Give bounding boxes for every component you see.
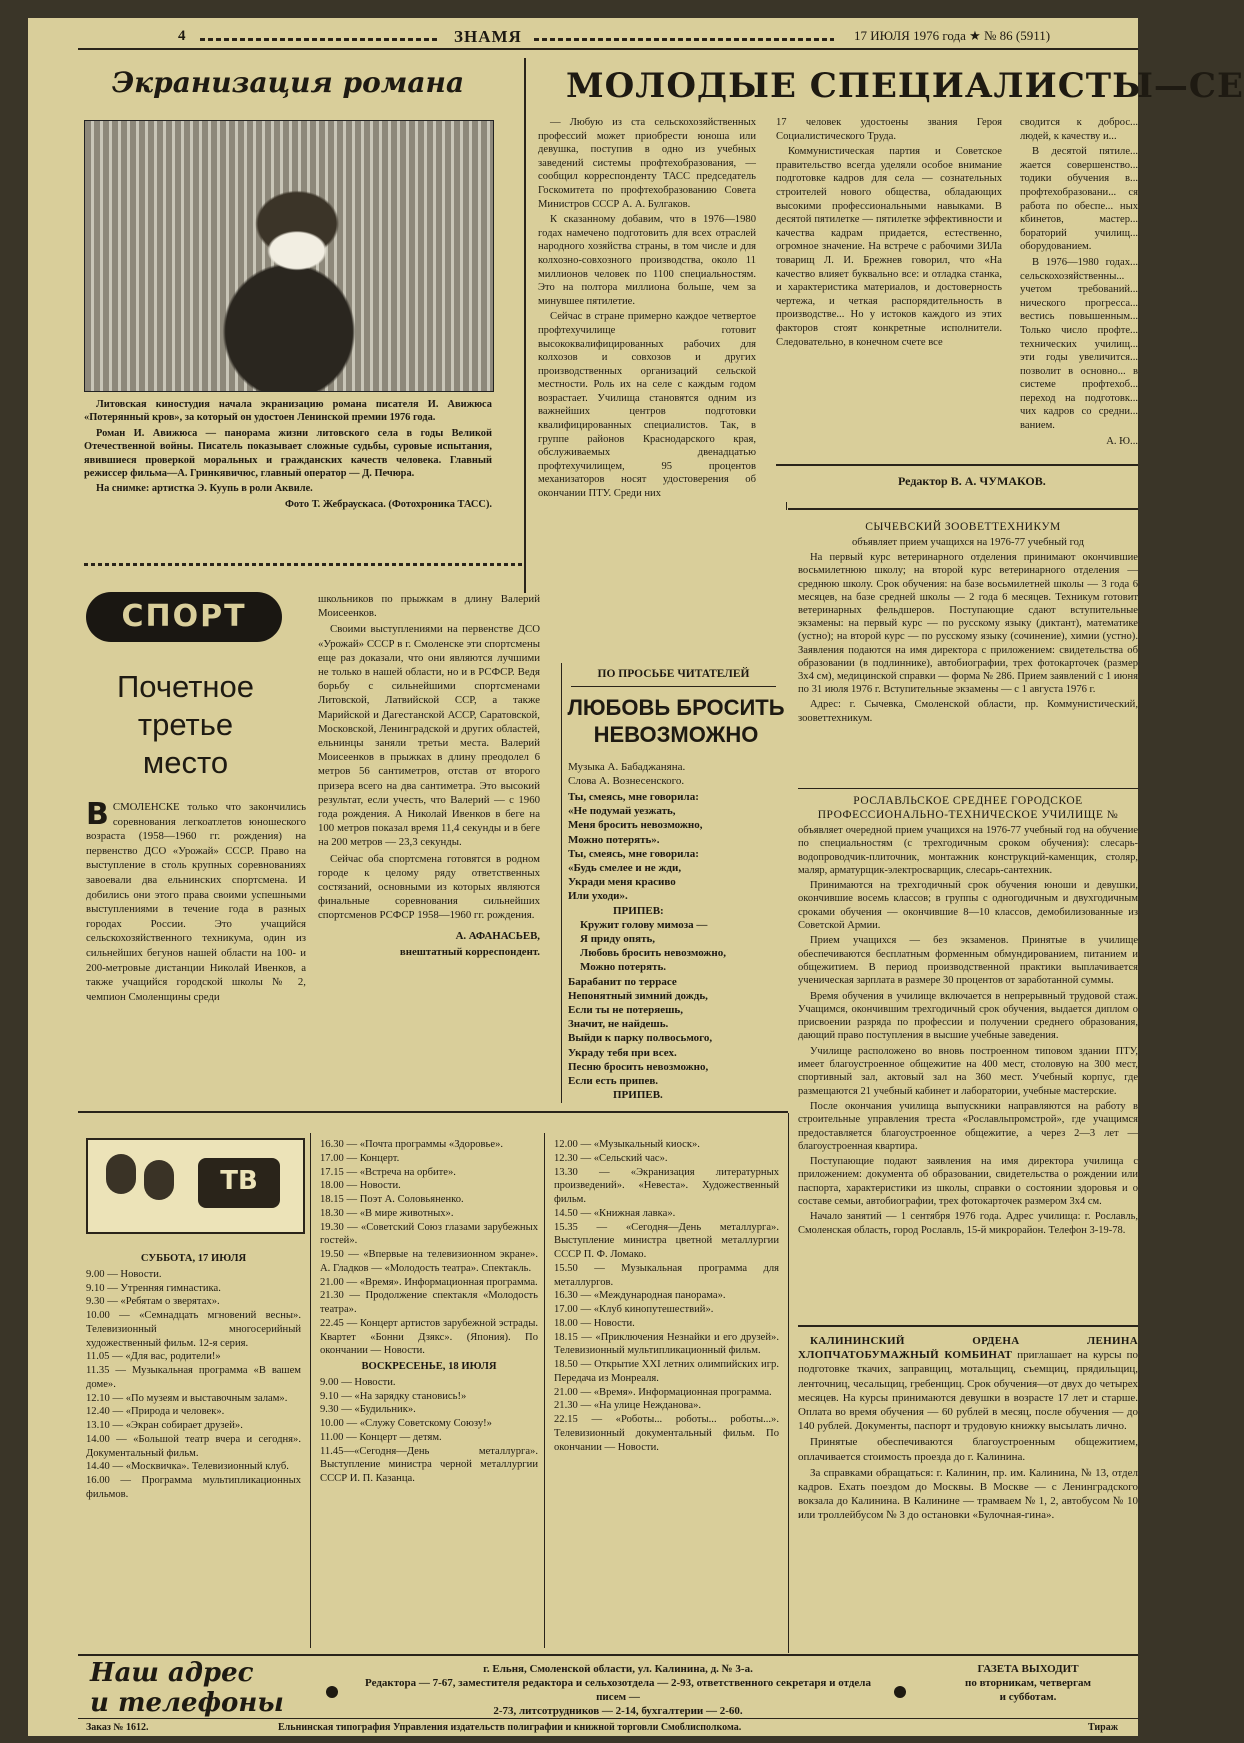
sport-text-2: школьников по прыжкам в длину Валерий Моисеенков. bbox=[318, 593, 540, 620]
tv-program-item: 9.00 — Новости. bbox=[86, 1268, 162, 1280]
film-photo-credit: Фото Т. Жебраускаса. (Фотохроника ТАСС). bbox=[284, 498, 492, 510]
film-bottom-rule bbox=[84, 563, 524, 566]
song-lyrics bbox=[568, 790, 783, 1102]
ad3-body bbox=[798, 1334, 1138, 1525]
masthead-rule-right bbox=[534, 38, 834, 41]
film-caption-p2: Роман И. Авижюса — панорама жизни литовского села в годы Великой Отечественной войны. Писатель показывает сложные судьбы, суровые испытания, явившиеся проверкой моральных и гражданских качеств человека. Главный режиссер фильма—А. Гринкявичюс, главный оператор — Д. Печюра. bbox=[84, 427, 492, 480]
ad1-text: На первый курс ветеринарного отделения принимают окончившие восьмилетнюю школу; на второй курс ветеринарного отделения — среднюю школу. Срок обучения: на базе восьмилетней школы — 3 года 6 месяцев, на базе средней школы — 2 года 6 месяцев. Техникум готовит ветеринарных фельдшеров. Поступающие сдают вступительные экзамены: на первый курс — по русскому языку (диктант), математике (устно); на второй курс — по русскому языку (сочинение), химии (устно). Заявления подаются на имя директора с приложением: свидетельства об образовании (в подлиннике), автобиографии, трех фотокарточек (размер 3х4 см), медицинской справки — форма № 286. Прием заявлений с 1 июня по 31 июля 1976 г. Вступительные экзамены — с 1 августа 1976 г. bbox=[798, 552, 1138, 696]
tv-program-item: 11.45—«Сегодня—День металлурга». Выступление министра черной металлургии СССР И. П. Казанца. bbox=[320, 1445, 538, 1484]
tv-col-2 bbox=[320, 1138, 538, 1486]
specialists-col1 bbox=[538, 116, 756, 503]
tv-screen-icon: ТВ bbox=[198, 1158, 280, 1208]
specialists-p1: — Любую из ста сельскохозяйственных профессий может приобрести юноша или девушка, поступив в одно из учебных заведений системы профтехобразования, — сообщил корреспонденту ТАСС председатель Госкомитета по профтехобразованию Совета Министров СССР А. А. Булгаков. bbox=[538, 117, 756, 210]
order-number: Заказ № 1612. bbox=[86, 1722, 149, 1733]
song-line: Барабанит по террасе bbox=[568, 975, 677, 988]
tv-program-item: 22.15 — «Роботы... роботы... роботы...». Телевизионный документальный фильм. По окончании — Новости. bbox=[554, 1414, 779, 1453]
specialists-col3 bbox=[1020, 116, 1138, 461]
ad2-text: После окончания училища выпускники направляются на работу в строительные управления треста «Рославльпромстрой», где учащимся предоставляется благоустроенное общежитие, а через 2—3 лет — благоустроенная квартира. bbox=[798, 1100, 1138, 1152]
song-line: «Будь смелее и не жди, bbox=[568, 862, 682, 875]
ad3-text: За справками обращаться: г. Калинин, пр. им. Калинина, № 13, отдел кадров. Ехать поездом до Москвы. В Москве — с Ленинградского вокзала до Калинина. В Калинине — трамваем № 1, 2, автобусом № 10 или троллейбусом № 3 до остановки «Булочная-гина». bbox=[798, 1466, 1138, 1522]
footer-address: г. Ельня, Смоленской области, ул. Калинина, д. № 3-а. Редактора — 7-67, заместителя редактора и сельхозотдела — 2-93, ответственного секретаря и отдела писем — 2-73, литсотрудников — 2-14, бухгалтерии — 2-60. bbox=[365, 1663, 871, 1717]
song-line: Можно потерять. bbox=[580, 961, 667, 974]
specialists-p4: 17 человек удостоены звания Героя Социалистического Труда. bbox=[776, 117, 1002, 142]
sport-author: А. АФАНАСЬЕВ, bbox=[455, 929, 540, 942]
song-line: Песню бросить невозможно, bbox=[568, 1060, 709, 1073]
tv-divider-3 bbox=[788, 1113, 789, 1653]
song-left-rule bbox=[561, 663, 562, 1103]
masthead-underline bbox=[78, 48, 1138, 50]
song-line: Непонятный зимний дождь, bbox=[568, 989, 708, 1002]
tv-day-heading: ВОСКРЕСЕНЬЕ, 18 ИЮЛЯ bbox=[361, 1361, 497, 1372]
bullet-icon bbox=[326, 1686, 338, 1698]
ad2-top-rule bbox=[798, 788, 1138, 789]
footer-bottom-rule bbox=[78, 1718, 1138, 1719]
song-line: Ты, смеясь, мне говорила: bbox=[568, 791, 699, 803]
issue-date: 17 ИЮЛЯ 1976 года ★ № 86 (5911) bbox=[854, 28, 1051, 43]
footer-title: Наш адрес и телефоны bbox=[90, 1658, 284, 1718]
tv-program-item: 15.50 — Музыкальная программа для металлургов. bbox=[554, 1262, 779, 1288]
tv-program-item: 19.30 — «Советский Союз глазами зарубежных гостей». bbox=[320, 1221, 538, 1247]
editor-rule bbox=[776, 464, 1138, 466]
tv-program-item: 18.50 — Открытие XXI летних олимпийских игр. Передача из Монреаля. bbox=[554, 1359, 779, 1384]
film-title: Экранизация романа bbox=[111, 66, 465, 99]
specialists-p5: Коммунистическая партия и Советское правительство всегда уделяли особое внимание подготовке кадров для села — сознательных строителей нового общества, обладающих высокими профессиональными навыками. В десятой пятилетке — пятилетке эффективности и качества кадрам придается, естественно, огромное значение. На встрече с рабочими ЗИЛа товарищ Л. И. Брежнев говорил, что «На качество влияет буквально все: и отладка станка, и характеристика материалов, и достоверность чертежа, и четкая распорядительность в производстве... Но у истоков каждого из этих факторов стоят конкретные исполнители. Следовательно, в конечном счете все bbox=[776, 146, 1002, 348]
specialists-p6: сводится к доброс... людей, к качеству и... bbox=[1020, 117, 1138, 142]
ad3-text: Принятые обеспечиваются благоустроенным общежитием, оплачивается стоимость проезда до г. Калинина. bbox=[798, 1436, 1138, 1463]
circulation: Тираж bbox=[1088, 1722, 1118, 1733]
sport-logo: СПОРТ bbox=[86, 592, 282, 642]
specialists-col2 bbox=[776, 116, 1002, 351]
ad2-text: Прием учащихся — без экзаменов. Принятые в училище обеспечиваются бесплатным форменным обмундированием, питанием и общежитием. В период производственной практики выплачивается ученическая зарплата в размере 30 процентов от заработанной суммы. bbox=[798, 935, 1138, 987]
film-caption-p3: На снимке: артистка Э. Куупь в роли Аквиле. bbox=[96, 483, 313, 495]
tv-program-item: 18.30 — «В мире животных». bbox=[320, 1207, 454, 1219]
tv-program-item: 18.00 — Новости. bbox=[554, 1317, 635, 1329]
song-line: Любовь бросить невозможно, bbox=[580, 947, 726, 960]
ad2-body bbox=[798, 824, 1138, 1239]
specialists-p8: В 1976—1980 годах... сельскохозяйственны... учетом требований... нического прогресса... вестись повышенным... Только число профте... технических училищ... эти годы увеличится... позволит в основно... в системе профтехоб... переход на подготовк... чих кадров со средни... ванием. bbox=[1020, 256, 1138, 432]
tv-program-item: 13.10 — «Экран собирает друзей». bbox=[86, 1420, 243, 1431]
tv-program-item: 14.50 — «Книжная лавка». bbox=[554, 1207, 676, 1219]
tv-program-item: 14.00 — «Большой театр вчера и сегодня». Документальный фильм. bbox=[86, 1433, 301, 1459]
song-line: Меня бросить невозможно, bbox=[568, 819, 703, 832]
tv-program-item: 17.15 — «Встреча на орбите». bbox=[320, 1166, 456, 1178]
tv-program-item: 9.30 — «Будильник». bbox=[320, 1404, 416, 1416]
footer-schedule: ГАЗЕТА ВЫХОДИТ по вторникам, четвергам и субботам. bbox=[965, 1663, 1091, 1703]
tv-col-sunday bbox=[554, 1138, 779, 1454]
song-line: Значит, не найдешь. bbox=[568, 1018, 669, 1031]
tv-program-item: 9.30 — «Ребятам о зверятах». bbox=[86, 1296, 220, 1308]
paper-name: ЗНАМЯ bbox=[454, 27, 522, 46]
newspaper-page bbox=[28, 18, 1244, 1736]
ad1-title: СЫЧЕВСКИЙ ЗООВЕТТЕХНИКУМ bbox=[865, 521, 1061, 533]
tv-program-item: 21.30 — Продолжение спектакля «Молодость театра». bbox=[320, 1290, 538, 1315]
sport-text-3: Своими выступлениями на первенстве ДСО «Урожай» СССР в г. Смоленске эти спортсмены еще раз доказали, что они являются лучшими не только в нашей области, но и в РСФСР. Ведя борьбу с сильнейшими спортсменами Литовской, Латвийской ССР, а также Марийской и Дагестанской АССР, Саратовской, Московской, Ленинградской и других областей, ельнинцы заняли третьи места. Валерий Моисеенков в прыжках в длину преодолел 6 метров 56 сантиметров, отстав от второго призера всего на два сантиметра. Это высокий результат, если учесть, что Валерий — с 1960 года рождения. А Николай Ивенков в беге на 100 метров показал время 11,4 секунды и в беге на 200 метров — 23,3 секунды. bbox=[318, 623, 540, 849]
ad3-lead: КАЛИНИНСКИЙ ОРДЕНА ЛЕНИНА ХЛОПЧАТОБУМАЖНЫЙ КОМБИНАТ bbox=[798, 1335, 1138, 1362]
viewer-icon bbox=[144, 1160, 174, 1200]
ad2-text: Училище расположено во вновь построенном типовом здании ПТУ, имеет благоустроенное общежитие на 400 мест, столовую на 300 мест, спортивный зал, актовый зал на 360 мест. Учебный корпус, где размещаются 21 учебный кабинет и лаборатории, учебные мастерские. bbox=[798, 1045, 1138, 1097]
tv-program-item: 19.50 — «Впервые на телевизионном экране». А. Гладков — «Молодость театра». Спектакль. bbox=[320, 1249, 538, 1274]
film-caption-p1: Литовская киностудия начала экранизацию романа писателя И. Авижюса «Потерянный кров», за который он удостоен Ленинской премии 1976 года. bbox=[84, 399, 492, 424]
song-line: Можно потерять». bbox=[568, 833, 660, 846]
tv-program-item: 16.00 — Программа мультипликационных фильмов. bbox=[86, 1475, 301, 1500]
sport-title: Почетное третье место bbox=[116, 669, 254, 780]
song-line: Украду тебя при всех. bbox=[568, 1046, 677, 1059]
song-line: Если есть припев. bbox=[568, 1075, 659, 1088]
tv-divider-2 bbox=[544, 1133, 545, 1648]
tv-program-item: 9.00 — Новости. bbox=[320, 1376, 396, 1388]
star-icon: ★ bbox=[969, 28, 981, 43]
sport-author-role: внештатный корреспондент. bbox=[399, 945, 540, 958]
tv-program-item: 14.40 — «Москвичка». Телевизионный клуб. bbox=[86, 1461, 289, 1473]
page-number: 4 bbox=[178, 28, 186, 44]
song-line: Я приду опять, bbox=[580, 933, 656, 946]
tv-top-rule bbox=[78, 1111, 788, 1113]
tv-program-item: 11.35 — Музыкальная программа «В вашем доме». bbox=[86, 1365, 301, 1390]
ad2-title: РОСЛАВЛЬСКОЕ СРЕДНЕЕ ГОРОДСКОЕ ПРОФЕССИОНАЛЬНО-ТЕХНИЧЕСКОЕ УЧИЛИЩЕ № bbox=[817, 795, 1119, 821]
tv-program-item: 17.00 — Концерт. bbox=[320, 1152, 400, 1164]
tv-program-item: 10.00 — «Служу Советскому Союзу!» bbox=[320, 1418, 492, 1429]
tv-program-item: 12.00 — «Музыкальный киоск». bbox=[554, 1139, 700, 1150]
specialists-headline: МОЛОДЫЕ СПЕЦИАЛИСТЫ—СЕ bbox=[566, 66, 1244, 106]
footer-top-rule bbox=[78, 1654, 1138, 1656]
tv-program-item: 18.15 — «Приключения Незнайки и его друзей». Телевизионный мультипликационный фильм. bbox=[554, 1331, 779, 1357]
tv-program-item: 22.45 — Концерт артистов зарубежной эстрады. Квартет «Бонни Дзякс». (Япония). По окончании — Новости. bbox=[320, 1317, 538, 1357]
tv-program-item: 15.35 — «Сегодня—День металлурга». Выступление министра цветной металлургии СССР П. Ф. Ломако. bbox=[554, 1221, 779, 1260]
sport-col2 bbox=[318, 592, 540, 961]
column-divider bbox=[524, 58, 526, 593]
sport-dropcap: В bbox=[86, 797, 109, 832]
bullet-icon bbox=[894, 1686, 906, 1698]
editor-name: Редактор В. А. ЧУМАКОВ. bbox=[898, 474, 1046, 488]
specialists-signature: А. Ю... bbox=[1106, 435, 1138, 447]
tv-divider-1 bbox=[310, 1133, 311, 1648]
ad3-text: приглашает на курсы по подготовке ткачих, заправщиц, мотальщиц, съемщиц, прядильщиц, ленточниц, чесальщиц, гребенщиц. Срок обучения—от двух до четырех месяцев. На курсы принимаются девушки в возрасте 17 лет и старше. Оплата во время обучения — 60 рублей в месяц, после обучения — до 140 рублей. Документы, паспорт и трудовую книжку высылать лично. bbox=[798, 1349, 1138, 1433]
ad1-top-rule bbox=[788, 508, 1138, 510]
sport-text-1: СМОЛЕНСКЕ только что закончились соревнования легкоатлетов юношеского возраста (1958—1960 гг. рождения) на первенство ДСО «Урожай» СССР. Право на выступление в столь крупных соревнованиях завоевали два ельнинских спортсмена. И добились они этого права своими успешными выступлениями в течение года в разных городах России. Это учащийся сельскохозяйственного техникума, один из сильнейших бегунов нашей области на 100- и 200-метровые дистанции Николай Ивенков, а также учащийся городской школы № 2, чемпион Смоленщины среди bbox=[86, 801, 306, 1003]
tv-day-heading: СУББОТА, 17 ИЮЛЯ bbox=[140, 1253, 247, 1264]
specialists-p2: К сказанному добавим, что в 1976—1980 годах намечено подготовить для всех отраслей народного хозяйства страны, в том числе и для колхозно-совхозного производства, около 11 миллионов человек по 1100 специальностям. Это на полтора миллиона больше, чем за минувшее пятилетие. bbox=[538, 214, 756, 307]
tv-program-item: 9.10 — «На зарядку становись!» bbox=[320, 1390, 467, 1402]
tv-program-item: 17.00 — «Клуб кинопутешествий». bbox=[554, 1304, 714, 1315]
tv-program-item: 13.30 — «Экранизация литературных произведений». «Невеста». Художественный фильм. bbox=[554, 1166, 779, 1205]
ad1-address: Адрес: г. Сычевка, Смоленской области, пр. Коммунистический, зооветтехникум. bbox=[798, 699, 1138, 724]
tv-program-item: 18.15 — Поэт А. Соловьяненко. bbox=[320, 1194, 464, 1205]
ad-frame-tick bbox=[786, 502, 787, 510]
ad2-text: Время обучения в училище включается в непрерывный трудовой стаж. Учащимся, окончившим трехгодичный срок обучения, выдается диплом о присвоении разряда по профессии и получении среднего образования, дающий право поступления в высшие учебные заведения. bbox=[798, 990, 1138, 1042]
ad1-body bbox=[798, 536, 1138, 727]
tv-program-item: 21.00 — «Время». Информационная программа. bbox=[320, 1276, 538, 1288]
tv-col-saturday bbox=[86, 1250, 301, 1502]
sport-text-4: Сейчас оба спортсмена готовятся в родном городе к целому ряду ответственных состязаний, основными из которых являются финальные соревнования сильнейших спортсменов РСФСР 1958—1960 гг. рождения. bbox=[318, 852, 540, 922]
masthead-rule-left bbox=[200, 38, 440, 41]
sport-col1 bbox=[86, 797, 306, 1004]
tv-program-item: 12.40 — «Природа и человек». bbox=[86, 1406, 225, 1418]
tv-program-item: 12.30 — «Сельский час». bbox=[554, 1152, 668, 1164]
film-photo bbox=[84, 120, 494, 392]
song-line: Выйди к парку полвосьмого, bbox=[568, 1032, 713, 1045]
song-chorus-label: ПРИПЕВ. bbox=[613, 1089, 663, 1102]
song-line: Ты, смеясь, мне говорила: bbox=[568, 847, 699, 860]
tv-program-item: 21.30 — «На улице Нежданова». bbox=[554, 1400, 702, 1412]
specialists-p3: Сейчас в стране примерно каждое четвертое профтехучилище готовит высококвалифицированных рабочих для колхозов и совхозов и других производственных организаций сельской местности. Роль их на селе с каждым годом возрастает. Училища становятся одним из важнейших центров подготовки квалифицированных специалистов. Так, в группе районов Краснодарского края, обслуживаемых двенадцатью профтехучилищем, 95 процентов механизаторов носят удостоверения об окончании ПТУ. Среди них bbox=[538, 311, 756, 500]
song-line: «Не подумай уезжать, bbox=[568, 805, 676, 818]
ad2-text: Принимаются на трехгодичный срок обучения юноши и девушки, окончившие восемь классов; в группы с одногодичным и двухгодичным сроками обучения — окончившие 8—10 классов, демобилизованные из Советской Армии. bbox=[798, 880, 1138, 932]
tv-program-item: 11.05 — «Для вас, родители!» bbox=[86, 1351, 221, 1363]
viewer-icon bbox=[106, 1154, 136, 1194]
ad1-lead: объявляет прием учащихся на 1976-77 учебный год bbox=[851, 537, 1085, 548]
ad2-text: объявляет очередной прием учащихся на 1976-77 учебный год на обучение по специальностям (с трехгодичным сроком обучения): слесарь-водопроводчик-плиточник, монтажник конструкций-каменщик, столяр, маляр, арматурщик-электросварщик, слесарь-сантехник. bbox=[798, 825, 1138, 876]
song-rubric-rule bbox=[571, 686, 776, 687]
tv-program-item: 16.30 — «Международная панорама». bbox=[554, 1290, 726, 1302]
tv-program-item: 11.00 — Концерт — детям. bbox=[320, 1431, 442, 1443]
song-line: Укради меня красиво bbox=[568, 876, 676, 889]
song-chorus-label: ПРИПЕВ: bbox=[613, 904, 664, 917]
tv-program-item: 18.00 — Новости. bbox=[320, 1180, 401, 1192]
tv-program-item: 12.10 — «По музеям и выставочным залам». bbox=[86, 1392, 288, 1404]
tv-program-item: 9.10 — Утренняя гимнастика. bbox=[86, 1282, 221, 1294]
tv-program-item: 10.00 — «Семнадцать мгновений весны». Телевизионный многосерийный художественный фильм. 12-я серия. bbox=[86, 1310, 301, 1349]
specialists-p7: В десятой пятиле... жается совершенство... тодики обучения в... профтехобразовани... ся работа по обеспе... ных кбинетов, мастер... бораторий училищ... оборудованием. bbox=[1020, 146, 1138, 253]
song-line: Кружит голову мимоза — bbox=[580, 918, 708, 931]
song-rubric: ПО ПРОСЬБЕ ЧИТАТЕЛЕЙ bbox=[597, 668, 750, 680]
tv-program-item: 16.30 — «Почта программы «Здоровье». bbox=[320, 1139, 504, 1150]
song-credits: Музыка А. Бабаджаняна. Слова А. Вознесенского. bbox=[568, 761, 686, 787]
ad2-text: Поступающие подают заявления на имя директора училища с приложением: документа об образовании, свидетельства о рождении или паспорта, характеристики из школы, справки о состоянии здоровья и о составе семьи, автобиографии, трех фотокарточек размером 3х4 см. bbox=[798, 1156, 1138, 1208]
song-line: Если ты не потеряешь, bbox=[568, 1004, 683, 1017]
song-title: ЛЮБОВЬ БРОСИТЬ НЕВОЗМОЖНО bbox=[567, 695, 785, 747]
tv-logo bbox=[86, 1138, 305, 1234]
film-caption bbox=[84, 398, 492, 513]
tv-program-item: 21.00 — «Время». Информационная программа. bbox=[554, 1386, 772, 1398]
song-line: Или уходи». bbox=[568, 890, 628, 903]
ad2-text: Начало занятий — 1 сентября 1976 года. Адрес училища: г. Рославль, Смоленская область, город Рославль, 15-й микрорайон. Телефон 3-19-78. bbox=[798, 1211, 1138, 1236]
ad3-top-rule bbox=[798, 1325, 1138, 1327]
printer-info: Ельнинская типография Управления издательств полиграфии и книжной торговли Смоблисполкома. bbox=[278, 1722, 742, 1733]
